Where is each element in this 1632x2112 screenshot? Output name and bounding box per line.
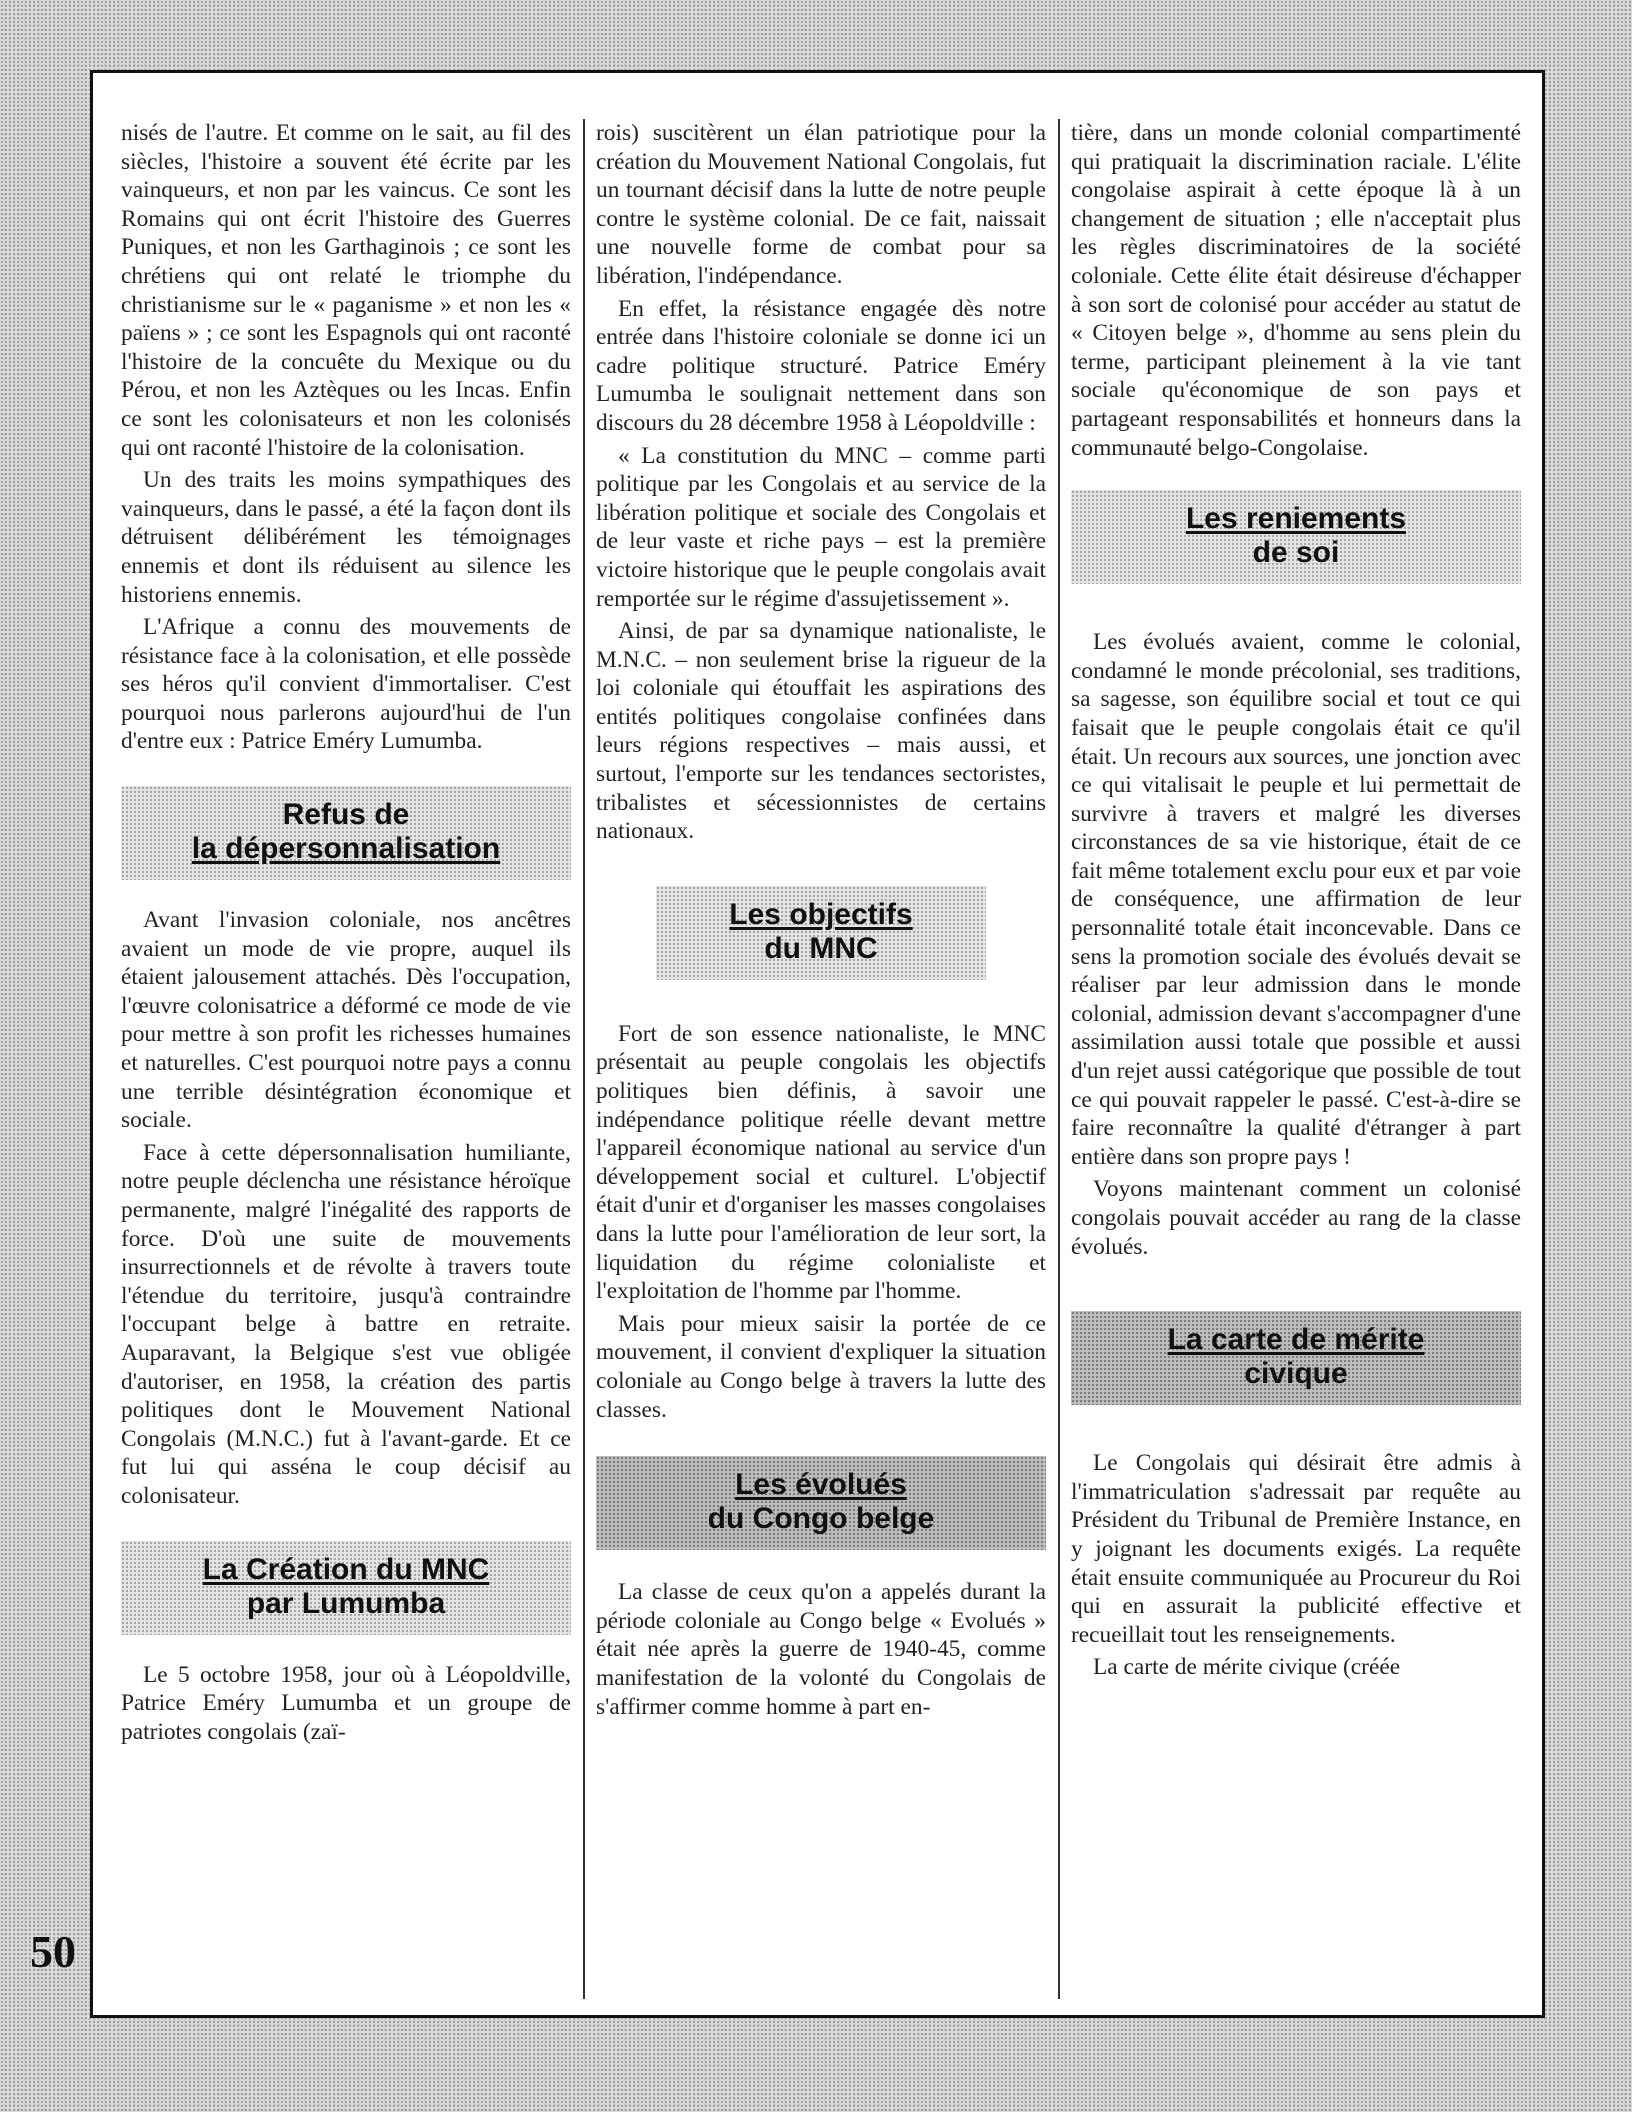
column-3 <box>1071 119 1521 1686</box>
paragraph: Voyons maintenant comment un colonisé congolais pouvait accéder au rang de la classe évolués. <box>1071 1176 1521 1260</box>
heading-line: Refus de <box>282 798 410 832</box>
paragraph: Mais pour mieux saisir la portée de ce mouvement, il convient d'expliquer la situation coloniale au Congo belge à travers la lutte des classes. <box>596 1310 1046 1423</box>
paragraph: Face à cette dépersonnalisation humiliante, notre peuple déclencha une résistance héroïque permanente, malgré l'inégalité des rapports de force. D'où une suite de mouvements insurrectionnels et de révolte à travers toute l'étendue du territoire, jusqu'à contraindre l'occupant belge à battre en retraite. Auparavant, la Belgique s'est vue obligée d'autoriser, en 1958, la création des partis politiques dont le Mouvement National Congolais (M.N.C.) fut à l'avant-garde. Et ce fut lui qui asséna le coup décisif au colonisateur. <box>121 1139 571 1509</box>
column-rule <box>583 119 585 1999</box>
page-number: 50 <box>30 1926 76 1977</box>
column-rule <box>1058 119 1060 1999</box>
paragraph: Le 5 octobre 1958, jour où à Léopoldville, Patrice Eméry Lumumba et un groupe de patriotes congolais (zaï- <box>121 1661 571 1745</box>
heading-line: Les évolués <box>735 1468 907 1502</box>
paragraph: tière, dans un monde colonial compartimenté qui pratiquait la discrimination raciale. L'élite congolaise aspirait à cette époque là à un changement de situation ; elle n'acceptait plus les règles discriminatoires de la société coloniale. Cette élite était désireuse d'échapper à son sort de colonisé pour accéder au statut de « Citoyen belge », d'homme au sens plein du terme, participant pleinement à la vie tant sociale qu'économique de son pays et partageant responsabilités et honneurs dans la communauté belgo-Congolaise. <box>1071 120 1521 461</box>
paragraph: Le Congolais qui désirait être admis à l'immatriculation s'adressait par requête au Président du Tribunal de Première Instance, en y joignant les documents exigés. La requête était ensuite communiquée au Procureur du Roi qui en assurait la publicité effective et recueillait tout les renseignements. <box>1071 1450 1521 1648</box>
section-heading <box>656 886 986 980</box>
section-heading <box>1071 490 1521 584</box>
paragraph: Ainsi, de par sa dynamique nationaliste, le M.N.C. – non seulement brise la rigueur de la loi coloniale qui étouffait les aspirations des entités politiques congolaise confinées dans leurs régions respectives – mais aussi, et surtout, l'emporte sur les tendances sectoristes, tribalistes et sécessionnistes de certains nationaux. <box>596 618 1046 845</box>
paragraph: En effet, la résistance engagée dès notre entrée dans l'histoire coloniale se donne ici un cadre politique structuré. Patrice Eméry Lumumba le soulignait nettement dans son discours du 28 décembre 1958 à Léopoldville : <box>596 295 1046 436</box>
paragraph: Avant l'invasion coloniale, nos ancêtres avaient un mode de vie propre, auquel ils étaient jalousement attachés. Dès l'occupation, l'œuvre colonisatrice a déformé ce mode de vie pour mettre à son profit les richesses humaines et naturelles. C'est pourquoi notre pays a connu une terrible désintégration économique et sociale. <box>121 907 571 1134</box>
paragraph: rois) suscitèrent un élan patriotique pour la création du Mouvement National Congolais, fut un tournant décisif dans la lutte de notre peuple contre le système colonial. De ce fait, naissait une nouvelle forme de combat pour sa libération, l'indépendance. <box>596 120 1046 289</box>
heading-line: La Création du MNC <box>202 1552 490 1586</box>
section-heading <box>1071 1311 1521 1405</box>
section-heading <box>121 786 571 880</box>
page-frame <box>90 70 1545 2018</box>
paragraph: La carte de mérite civique (créée <box>1093 1654 1401 1681</box>
heading-line: la dépersonnalisation <box>191 832 501 866</box>
paragraph: Les évolués avaient, comme le colonial, condamné le monde précolonial, ses traditions, sa sagesse, son équilibre social et tout ce qui faisait que le peuple congolais était ce qu'il était. Un recours aux sources, une jonction avec ce qui vitalisait le peuple et lui permettait de survivre à travers et malgré les diverses circonstances de sa vie historique, était de ce fait même totalement exclu pour eux et par voie de conséquence, une affirmation de leur personnalité totale était inconcevable. Dans ce sens la promotion sociale des évolués devait se réaliser par leur admission dans le monde colonial, admission devant s'accompagner d'une assimilation aussi totale que possible et aussi d'un rejet aussi catégorique que possible de tout ce qui pouvait rappeler le passé. C'est-à-dire se faire reconnaître la qualité d'étranger à part entière dans son propre pays ! <box>1071 629 1521 1170</box>
paragraph: « La constitution du MNC – comme parti politique par les Congolais et au service de la libération politique et sociale des Congolais et de leur vaste et riche pays – est la première victoire historique que le peuple congolais avait remportée sur le régime d'assujetissement ». <box>596 442 1046 612</box>
paragraph: Un des traits les moins sympathiques des vainqueurs, dans le passé, a été la façon dont ils détruisent délibérément les témoignages ennemis et dont ils réduisent au silence les historiens ennemis. <box>121 467 571 608</box>
heading-line: par Lumumba <box>246 1586 446 1620</box>
heading-line: La carte de mérite <box>1167 1323 1425 1357</box>
heading-line: Les objectifs <box>729 897 913 931</box>
heading-line: du Congo belge <box>707 1502 935 1536</box>
paragraph: Fort de son essence nationaliste, le MNC présentait au peuple congolais les objectifs politiques bien définis, à savoir une indépendance politique réelle devant mettre l'appareil économique national au service d'un développement social et culturel. L'objectif était d'unir et d'organiser les masses congolaises dans la lutte pour l'amélioration de leur sort, la liquidation du régime colonialiste et l'exploitation de l'homme par l'homme. <box>596 1020 1046 1305</box>
heading-line: civique <box>1244 1357 1348 1391</box>
section-heading <box>596 1456 1046 1550</box>
heading-line: Les reniements <box>1185 502 1407 536</box>
section-heading <box>121 1541 571 1635</box>
paragraph: La classe de ceux qu'on a appelés durant la période coloniale au Congo belge « Evolués » était née après la guerre de 1940-45, comme manifestation de la volonté du Congolais de s'affirmer comme homme à part en- <box>596 1579 1046 1720</box>
paragraph: L'Afrique a connu des mouvements de résistance face à la colonisation, et elle possède ses héros qu'il convient d'immortaliser. C'est pourquoi nous parlerons aujourd'hui de l'un d'entre eux : Patrice Eméry Lumumba. <box>121 614 571 755</box>
heading-line: de soi <box>1252 536 1340 570</box>
heading-line: du MNC <box>764 931 878 965</box>
column-1 <box>121 119 571 1750</box>
column-2 <box>596 119 1046 1725</box>
paragraph: nisés de l'autre. Et comme on le sait, au fil des siècles, l'histoire a souvent été écrite par les vainqueurs, et non par les vaincus. Ce sont les Romains qui ont écrit l'histoire des Guerres Puniques, et non les Garthaginois ; ce sont les chrétiens qui ont relaté le triomphe du christianisme sur le « paganisme » et non les « païens » ; ce sont les Espagnols qui ont raconté l'histoire de la concuête du Mexique ou du Pérou, et non les Aztèques ou les Incas. Enfin ce sont les colonisateurs et non les colonisés qui ont raconté l'histoire de la colonisation. <box>121 120 571 461</box>
